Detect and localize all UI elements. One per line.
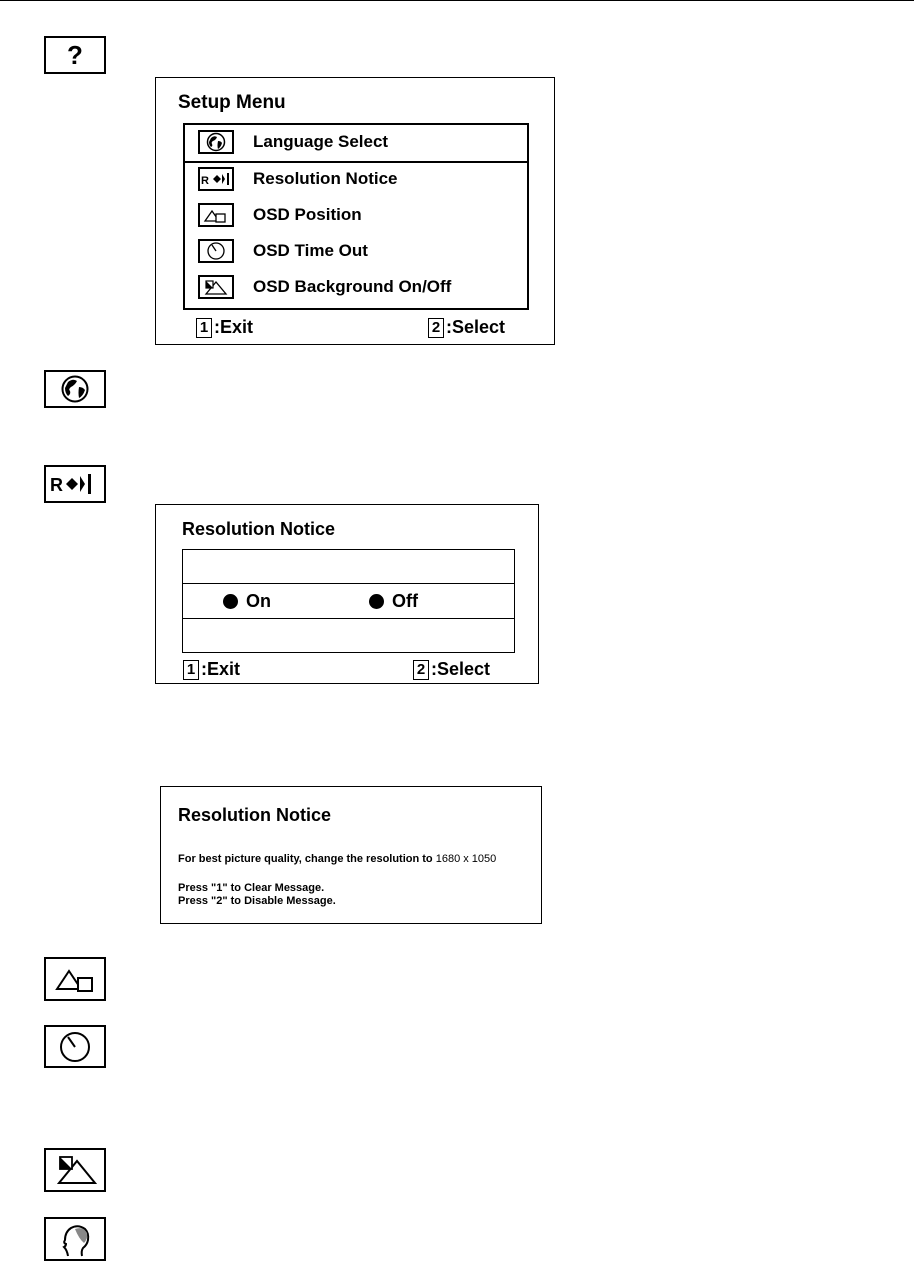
menu-item-label: OSD Background On/Off: [253, 277, 452, 296]
menu-item-label: Resolution Notice: [253, 169, 398, 188]
menu-item-label: Language Select: [253, 132, 389, 151]
setup-menu-title: Setup Menu: [178, 92, 286, 113]
exit-hint[interactable]: [183, 659, 240, 680]
exit-key: 1: [196, 318, 212, 338]
resolution-value: 1680 x 1050: [435, 853, 497, 865]
radio-dot-icon: [369, 594, 384, 609]
message-text: to Clear Message.: [230, 882, 325, 894]
menu-item-osd-position[interactable]: [185, 198, 527, 234]
exit-hint[interactable]: [196, 317, 253, 338]
background-icon: [44, 1148, 106, 1192]
exit-label: :Exit: [214, 317, 254, 337]
setup-menu-list: [183, 123, 529, 310]
option-band-bottom: [182, 618, 515, 653]
select-key: 2: [413, 660, 429, 680]
menu-item-resolution-notice[interactable]: [185, 162, 527, 198]
option-on[interactable]: [223, 591, 271, 612]
option-off-label: Off: [392, 591, 418, 611]
resolution-message-title: Resolution Notice: [178, 805, 332, 825]
menu-item-label: OSD Position: [253, 205, 362, 224]
help-icon-glyph: ?: [67, 39, 83, 70]
resolution-notice-icon: [44, 465, 106, 503]
message-text: Press "2": [178, 895, 228, 907]
globe-icon: [60, 374, 90, 404]
option-band-top: [182, 549, 515, 584]
language-icon: [44, 370, 106, 408]
select-hint[interactable]: [428, 317, 505, 338]
message-line-disable: [178, 895, 336, 907]
setup-menu-panel: [155, 77, 555, 345]
exit-label: :Exit: [201, 659, 241, 679]
option-on-label: On: [246, 591, 271, 611]
select-label: :Select: [446, 317, 506, 337]
message-line-clear: [178, 882, 324, 894]
head-profile-icon: [44, 1217, 106, 1261]
message-line-resolution: [178, 853, 496, 865]
background-icon: [198, 275, 234, 299]
osd-position-icon: [44, 957, 106, 1001]
resolution-message-panel: [160, 786, 542, 924]
resolution-icon-letter: R: [50, 475, 63, 495]
osd-position-icon: [198, 203, 234, 227]
message-text: Press "1": [178, 882, 228, 894]
menu-item-language-select[interactable]: [185, 125, 527, 163]
clock-icon: [44, 1025, 106, 1068]
top-rule: [0, 0, 914, 1]
resolution-notice-icon: [198, 167, 234, 191]
select-key: 2: [428, 318, 444, 338]
resolution-icon-letter: R: [201, 175, 209, 187]
select-hint[interactable]: [413, 659, 490, 680]
menu-item-osd-background[interactable]: [185, 270, 527, 306]
clock-icon: [198, 239, 234, 263]
resolution-notice-panel: [155, 504, 539, 684]
option-off[interactable]: [369, 591, 418, 612]
radio-dot-icon: [223, 594, 238, 609]
menu-item-label: OSD Time Out: [253, 241, 368, 260]
resolution-notice-title: Resolution Notice: [182, 519, 336, 539]
exit-key: 1: [183, 660, 199, 680]
select-label: :Select: [431, 659, 491, 679]
message-text: to Disable Message.: [230, 895, 336, 907]
globe-icon: [198, 130, 234, 154]
help-icon: [44, 36, 106, 74]
message-text: For best picture quality, change the resolution to: [178, 853, 433, 865]
menu-item-osd-time-out[interactable]: [185, 234, 527, 270]
